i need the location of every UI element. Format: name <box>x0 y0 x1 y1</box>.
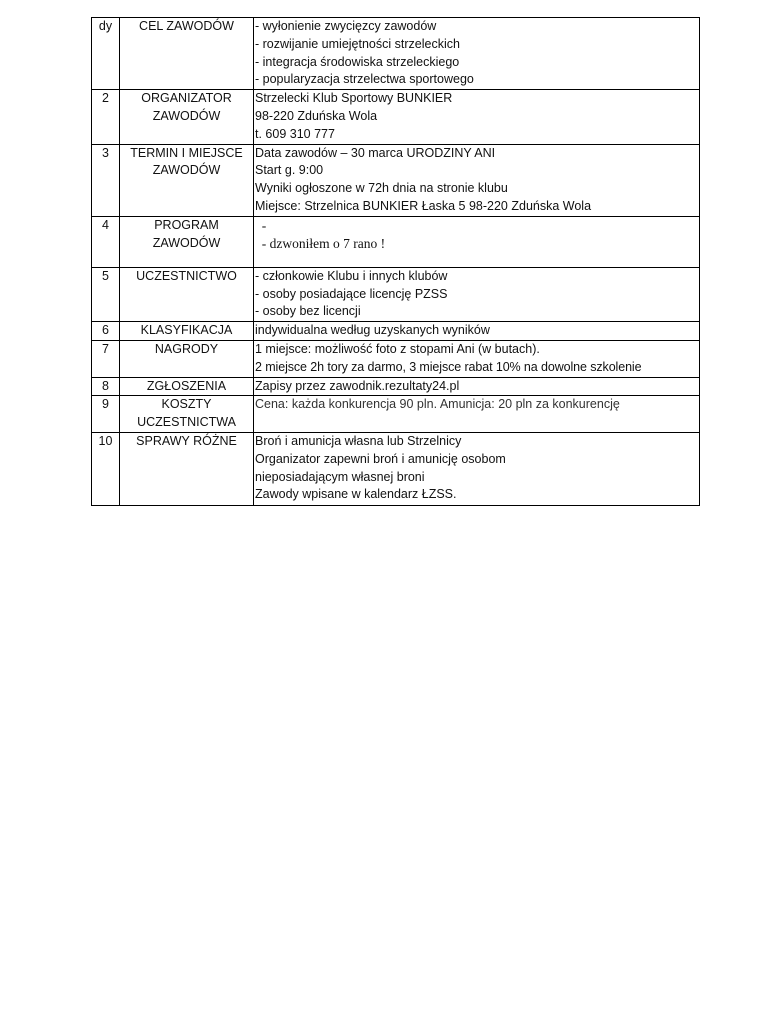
description-line: - osoby bez licencji <box>255 304 361 319</box>
row-description <box>254 90 700 144</box>
row-description <box>254 144 700 216</box>
description-line: Wyniki ogłoszone w 72h dnia na stronie klubu <box>255 181 508 196</box>
row-description <box>254 340 700 377</box>
row-heading: UCZESTNICTWO <box>120 267 254 321</box>
description-line: - <box>255 217 267 233</box>
row-description <box>254 432 700 505</box>
row-number: 2 <box>92 90 120 144</box>
row-number: 3 <box>92 144 120 216</box>
description-line: Strzelecki Klub Sportowy BUNKIER <box>255 91 453 106</box>
row-heading: TERMIN I MIEJSCE ZAWODÓW <box>120 144 254 216</box>
description-line: Organizator zapewni broń i amunicję osobom <box>255 451 506 466</box>
description-line: t. 609 310 777 <box>255 126 335 141</box>
description-line: Zapisy przez zawodnik.rezultaty24.pl <box>255 378 460 393</box>
table-row <box>92 267 700 321</box>
description-line: Data zawodów – 30 marca URODZINY ANI <box>255 145 496 160</box>
row-heading: SPRAWY RÓŻNE <box>120 432 254 505</box>
row-number: 6 <box>92 322 120 341</box>
description-line: - członkowie Klubu i innych klubów <box>255 268 448 283</box>
description-line: - integracja środowiska strzeleckiego <box>255 54 460 69</box>
description-line: Zawody wpisane w kalendarz ŁZSS. <box>255 487 457 502</box>
table-row <box>92 432 700 505</box>
table-row <box>92 340 700 377</box>
row-heading: ZGŁOSZENIA <box>120 377 254 396</box>
row-number: 10 <box>92 432 120 505</box>
table-row <box>92 377 700 396</box>
description-line: 1 miejsce: możliwość foto z stopami Ani (w butach). <box>255 341 540 356</box>
row-number: 4 <box>92 216 120 267</box>
description-line: nieposiadającym własnej broni <box>255 469 425 484</box>
table-row <box>92 144 700 216</box>
description-line: Miejsce: Strzelnica BUNKIER Łaska 5 98-220 Zduńska Wola <box>255 198 592 213</box>
description-line: indywidualna według uzyskanych wyników <box>255 323 490 338</box>
table-row <box>92 216 700 267</box>
competition-rules-table <box>91 17 700 506</box>
row-number: 8 <box>92 377 120 396</box>
description-line: Cena: każda konkurencja 90 pln. Amunicja: 20 pln za konkurencję <box>255 397 620 412</box>
row-description <box>254 396 700 433</box>
row-heading: NAGRODY <box>120 340 254 377</box>
description-line: 98-220 Zduńska Wola <box>255 108 378 123</box>
row-number: 7 <box>92 340 120 377</box>
table-row <box>92 18 700 90</box>
row-description <box>254 267 700 321</box>
description-line: Start g. 9:00 <box>255 163 324 178</box>
description-line: - rozwijanie umiejętności strzeleckich <box>255 36 460 51</box>
row-heading: ORGANIZATOR ZAWODÓW <box>120 90 254 144</box>
row-heading: CEL ZAWODÓW <box>120 18 254 90</box>
description-line: - wyłonienie zwycięzcy zawodów <box>255 19 437 33</box>
table-row <box>92 322 700 341</box>
description-line: - popularyzacja strzelectwa sportowego <box>255 72 474 87</box>
row-number: dy <box>92 18 120 90</box>
row-description <box>254 216 700 267</box>
table-row <box>92 396 700 433</box>
row-heading: KLASYFIKACJA <box>120 322 254 341</box>
description-line: 2 miejsce 2h tory za darmo, 3 miejsce rabat 10% na dowolne szkolenie <box>255 359 642 374</box>
description-line: - dzwoniłem o 7 rano ! <box>255 235 386 251</box>
row-number: 5 <box>92 267 120 321</box>
row-heading: PROGRAM ZAWODÓW <box>120 216 254 267</box>
row-description <box>254 377 700 396</box>
description-line: - osoby posiadające licencję PZSS <box>255 286 448 301</box>
row-description <box>254 18 700 90</box>
row-number: 9 <box>92 396 120 433</box>
row-heading: KOSZTY UCZESTNICTWA <box>120 396 254 433</box>
description-line: Broń i amunicja własna lub Strzelnicy <box>255 433 462 448</box>
table-row <box>92 90 700 144</box>
row-description <box>254 322 700 341</box>
